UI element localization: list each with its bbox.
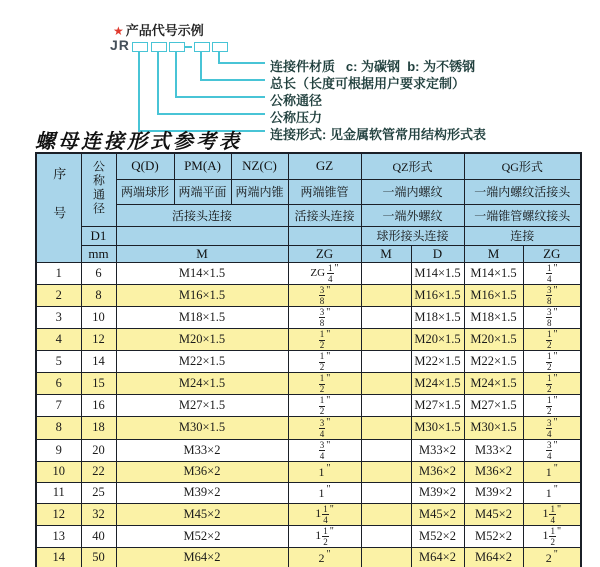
row-no: 11 (36, 482, 81, 503)
gz-zg-value: 2 " (288, 547, 361, 567)
dn-value: 6 (81, 262, 116, 284)
qg-m-value: M24×1.5 (464, 373, 523, 395)
header-qz-d-col: D (411, 245, 464, 262)
dn-value: 16 (81, 395, 116, 417)
table-row (36, 439, 581, 461)
header-dn (81, 153, 116, 226)
qz-m-value (361, 306, 411, 328)
qg-zg-value: $\frac{3}{8}$ " (523, 284, 581, 306)
row-no: 7 (36, 395, 81, 417)
label-nominal-pressure: 公称压力 (270, 110, 323, 125)
label-nominal-diameter: 公称通径 (270, 93, 323, 108)
m-thread-value: M14×1.5 (116, 262, 288, 284)
header-qz-m-col: M (361, 245, 411, 262)
gz-zg-value: ZG $\frac{1}{4}$ " (288, 262, 361, 284)
header-zg-col: ZG (288, 245, 361, 262)
qg-zg-value: $\frac{1}{2}$ " (523, 351, 581, 373)
qg-zg-value: 1 $\frac{1}{4}$ " (523, 503, 581, 525)
table-body (36, 262, 581, 567)
qz-m-value (361, 547, 411, 567)
qz-d-value: M39×2 (411, 482, 464, 503)
qz-d-value: M20×1.5 (411, 328, 464, 350)
dn-value: 25 (81, 482, 116, 503)
qz-d-value: M30×1.5 (411, 417, 464, 439)
header-group-nzc: NZ(C) (231, 153, 288, 179)
table-row (36, 351, 581, 373)
label-total-length: 总长（长度可根据用户要求定制） (270, 76, 466, 91)
header-m-col: M (116, 245, 288, 262)
qz-m-value (361, 525, 411, 547)
qg-m-value: M39×2 (464, 482, 523, 503)
qg-zg-value: $\frac{3}{4}$ " (523, 417, 581, 439)
m-thread-value: M16×1.5 (116, 284, 288, 306)
qg-m-value: M16×1.5 (464, 284, 523, 306)
row-no: 2 (36, 284, 81, 306)
qg-m-value: M20×1.5 (464, 328, 523, 350)
code-box (212, 42, 228, 52)
qz-d-value: M64×2 (411, 547, 464, 567)
header-sub-pma: 两端平面 (174, 179, 231, 204)
qg-zg-value: 1 " (523, 482, 581, 503)
qg-m-value: M33×2 (464, 439, 523, 461)
table-row (36, 547, 581, 567)
dn-value: 15 (81, 373, 116, 395)
qz-m-value (361, 373, 411, 395)
m-thread-value: M52×2 (116, 525, 288, 547)
qz-m-value (361, 482, 411, 503)
connector-line (200, 51, 202, 80)
qg-zg-value: $\frac{1}{2}$ " (523, 328, 581, 350)
label-connection-form: 连接形式: 见金属软管常用结构形式表 (270, 127, 486, 142)
header-sub-qz: 一端内螺纹 (361, 179, 464, 204)
table-title: 螺母连接形式参考表 (35, 131, 242, 153)
connector-line (157, 51, 159, 114)
dn-value: 40 (81, 525, 116, 547)
qg-m-value: M52×2 (464, 525, 523, 547)
qz-m-value (361, 262, 411, 284)
qz-d-value: M14×1.5 (411, 262, 464, 284)
qg-m-value: M27×1.5 (464, 395, 523, 417)
table-row (36, 395, 581, 417)
header-taper-thread-joint: 一端锥管螺纹接头 (464, 204, 581, 226)
qg-m-value: M45×2 (464, 503, 523, 525)
dn-value: 12 (81, 328, 116, 350)
connector-line (175, 96, 265, 98)
header-sub-qg: 一端内螺纹活接头 (464, 179, 581, 204)
qz-m-value (361, 503, 411, 525)
row-no: 6 (36, 373, 81, 395)
dn-value: 8 (81, 284, 116, 306)
qg-zg-value: $\frac{1}{2}$ " (523, 373, 581, 395)
header-seq (36, 153, 81, 262)
gz-zg-value: $\frac{3}{8}$ " (288, 284, 361, 306)
table-row (36, 417, 581, 439)
diagram-title-text: 产品代号示例 (125, 23, 204, 38)
header-dn-text: 公称通径 (91, 159, 106, 216)
code-box (169, 42, 185, 52)
table-row (36, 503, 581, 525)
nut-connection-reference-table (35, 152, 582, 567)
qz-m-value (361, 439, 411, 461)
header-sub-nzc: 两端内锥 (231, 179, 288, 204)
table-row (36, 482, 581, 503)
m-thread-value: M20×1.5 (116, 328, 288, 350)
m-thread-value: M39×2 (116, 482, 288, 503)
qz-d-value: M18×1.5 (411, 306, 464, 328)
header-qg-m-col: M (464, 245, 523, 262)
qz-d-value: M27×1.5 (411, 395, 464, 417)
gz-zg-value: $\frac{1}{2}$ " (288, 395, 361, 417)
dn-value: 10 (81, 306, 116, 328)
table-row (36, 328, 581, 350)
header-union-joint: 活接头连接 (116, 204, 288, 226)
row-no: 3 (36, 306, 81, 328)
dn-value: 32 (81, 503, 116, 525)
header-empty-cell (288, 226, 361, 245)
table-header (36, 153, 581, 262)
gz-zg-value: 1 $\frac{1}{4}$ " (288, 503, 361, 525)
m-thread-value: M18×1.5 (116, 306, 288, 328)
header-group-qz: QZ形式 (361, 153, 464, 179)
connector-line (175, 51, 177, 97)
qg-zg-value: 1 " (523, 461, 581, 482)
row-no: 10 (36, 461, 81, 482)
qz-m-value (361, 417, 411, 439)
code-box (151, 42, 167, 52)
qg-zg-value: $\frac{1}{2}$ " (523, 395, 581, 417)
row-no: 1 (36, 262, 81, 284)
gz-zg-value: $\frac{1}{2}$ " (288, 328, 361, 350)
header-group-qd: Q(D) (116, 153, 174, 179)
qg-zg-value: 1 $\frac{1}{2}$ " (523, 525, 581, 547)
qz-m-value (361, 461, 411, 482)
qg-zg-value: $\frac{3}{4}$ " (523, 439, 581, 461)
gz-zg-value: 1 " (288, 482, 361, 503)
row-no: 4 (36, 328, 81, 350)
code-prefix: JR (110, 37, 130, 53)
table-row (36, 461, 581, 482)
table-row (36, 262, 581, 284)
gz-zg-value: 1 $\frac{1}{2}$ " (288, 525, 361, 547)
qz-m-value (361, 395, 411, 417)
m-thread-value: M33×2 (116, 439, 288, 461)
code-box (194, 42, 210, 52)
qz-d-value: M33×2 (411, 439, 464, 461)
table-row (36, 525, 581, 547)
row-no: 9 (36, 439, 81, 461)
qg-m-value: M18×1.5 (464, 306, 523, 328)
m-thread-value: M36×2 (116, 461, 288, 482)
qg-m-value: M22×1.5 (464, 351, 523, 373)
qz-d-value: M45×2 (411, 503, 464, 525)
qg-zg-value: 2 " (523, 547, 581, 567)
qg-m-value: M64×2 (464, 547, 523, 567)
qz-d-value: M36×2 (411, 461, 464, 482)
qz-d-value: M24×1.5 (411, 373, 464, 395)
dn-value: 20 (81, 439, 116, 461)
connector-line (157, 113, 265, 115)
connector-line (138, 51, 140, 131)
header-ball-joint-connection: 球形接头连接 (361, 226, 464, 245)
header-group-qg: QG形式 (464, 153, 581, 179)
header-sub-qd: 两端球形 (116, 179, 174, 204)
qz-d-value: M16×1.5 (411, 284, 464, 306)
header-seq-text: 序号 (51, 166, 67, 245)
qz-m-value (361, 351, 411, 373)
table-row (36, 306, 581, 328)
qz-m-value (361, 284, 411, 306)
header-sub-gz: 两端锥管 (288, 179, 361, 204)
table-row (36, 284, 581, 306)
header-group-gz: GZ (288, 153, 361, 179)
header-connection: 连接 (464, 226, 581, 245)
label-material: 连接件材质 c: 为碳钢 b: 为不锈钢 (270, 59, 476, 74)
qg-m-value: M30×1.5 (464, 417, 523, 439)
dn-value: 14 (81, 351, 116, 373)
header-group-pma: PM(A) (174, 153, 231, 179)
qz-m-value (361, 328, 411, 350)
row-no: 5 (36, 351, 81, 373)
m-thread-value: M27×1.5 (116, 395, 288, 417)
m-thread-value: M24×1.5 (116, 373, 288, 395)
row-no: 12 (36, 503, 81, 525)
gz-zg-value: $\frac{3}{4}$ " (288, 417, 361, 439)
header-d1: D1 (81, 226, 116, 245)
gz-zg-value: $\frac{3}{4}$ " (288, 439, 361, 461)
row-no: 8 (36, 417, 81, 439)
row-no: 13 (36, 525, 81, 547)
dn-value: 50 (81, 547, 116, 567)
header-empty-cell (116, 226, 288, 245)
row-no: 14 (36, 547, 81, 567)
header-qg-zg-col: ZG (523, 245, 581, 262)
qg-zg-value: $\frac{3}{8}$ " (523, 306, 581, 328)
m-thread-value: M30×1.5 (116, 417, 288, 439)
gz-zg-value: $\frac{3}{8}$ " (288, 306, 361, 328)
code-dash (184, 46, 192, 48)
qg-m-value: M36×2 (464, 461, 523, 482)
qz-d-value: M22×1.5 (411, 351, 464, 373)
header-unit-mm: mm (81, 245, 116, 262)
header-union-joint-gz: 活接头连接 (288, 204, 361, 226)
qg-zg-value: $\frac{1}{4}$ " (523, 262, 581, 284)
dn-value: 18 (81, 417, 116, 439)
qz-d-value: M52×2 (411, 525, 464, 547)
m-thread-value: M64×2 (116, 547, 288, 567)
gz-zg-value: 1 " (288, 461, 361, 482)
header-external-thread: 一端外螺纹 (361, 204, 464, 226)
dn-value: 22 (81, 461, 116, 482)
connector-line (200, 79, 265, 81)
code-box (132, 42, 148, 52)
gz-zg-value: $\frac{1}{2}$ " (288, 351, 361, 373)
qg-m-value: M14×1.5 (464, 262, 523, 284)
gz-zg-value: $\frac{1}{2}$ " (288, 373, 361, 395)
m-thread-value: M22×1.5 (116, 351, 288, 373)
connector-line (218, 62, 265, 64)
table-row (36, 373, 581, 395)
m-thread-value: M45×2 (116, 503, 288, 525)
star-icon: ★ (113, 24, 124, 38)
